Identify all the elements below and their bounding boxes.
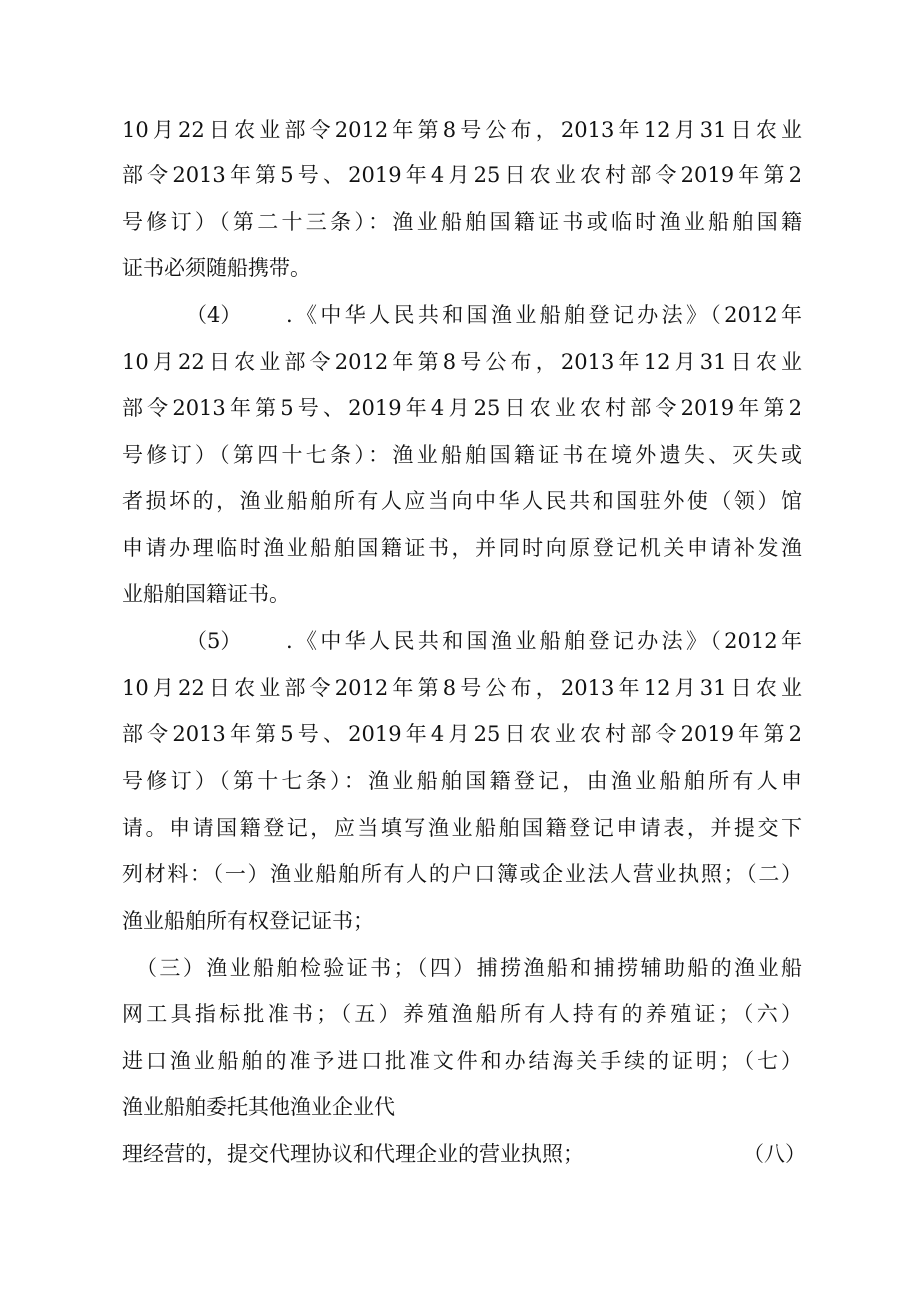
list-marker: （八） xyxy=(743,1142,806,1166)
paragraph-line: 证书必须随船携带。 xyxy=(122,256,311,280)
item-number-5: （5） xyxy=(186,629,242,653)
item-number-4: （4） xyxy=(186,303,242,327)
paragraph-line: 部令2013年第5号、2019年4月25日农业农村部令2019年第2 xyxy=(122,163,802,187)
paragraph-line: 业船舶国籍证书。 xyxy=(122,582,290,606)
paragraph-line: 渔业船舶委托其他渔业企业代 xyxy=(122,1095,395,1119)
paragraph-line: 号修订）（第四十七条）：渔业船舶国籍证书在境外遗失、灭失或 xyxy=(122,443,802,467)
paragraph-line: 号修订）（第十七条）：渔业船舶国籍登记，由渔业船舶所有人申 xyxy=(122,769,802,793)
paragraph-line: 进口渔业船舶的准予进口批准文件和办结海关手续的证明；（七） xyxy=(122,1049,802,1073)
paragraph-line: （三）渔业船舶检验证书；（四）捕捞渔船和捕捞辅助船的渔业船 xyxy=(136,956,802,980)
paragraph-line: 10月22日农业部令2012年第8号公布，2013年12月31日农业 xyxy=(122,676,802,700)
item-title-4: .《中华人民共和国渔业船舶登记办法》（2012年 xyxy=(286,303,802,327)
paragraph-line: 申请办理临时渔业船舶国籍证书，并同时向原登记机关申请补发渔 xyxy=(122,536,802,560)
paragraph-line: 部令2013年第5号、2019年4月25日农业农村部令2019年第2 xyxy=(122,396,802,420)
paragraph-line: 渔业船舶所有权登记证书； xyxy=(122,909,374,933)
paragraph-line: 理经营的，提交代理协议和代理企业的营业执照； xyxy=(122,1142,584,1166)
paragraph-line: 网工具指标批准书；（五）养殖渔船所有人持有的养殖证；（六） xyxy=(122,1002,802,1026)
paragraph-line: 10月22日农业部令2012年第8号公布，2013年12月31日农业 xyxy=(122,350,802,374)
paragraph-line: 请。申请国籍登记，应当填写渔业船舶国籍登记申请表，并提交下 xyxy=(122,816,802,840)
item-title-5: .《中华人民共和国渔业船舶登记办法》（2012年 xyxy=(286,629,802,653)
paragraph-line: 部令2013年第5号、2019年4月25日农业农村部令2019年第2 xyxy=(122,722,802,746)
paragraph-line: 列材料：（一）渔业船舶所有人的户口簿或企业法人营业执照；（二） xyxy=(122,862,802,886)
paragraph-line: 号修订）（第二十三条）：渔业船舶国籍证书或临时渔业船舶国籍 xyxy=(122,210,802,234)
paragraph-line: 者损坏的，渔业船舶所有人应当向中华人民共和国驻外使（领）馆 xyxy=(122,489,802,513)
paragraph-line: 10月22日农业部令2012年第8号公布，2013年12月31日农业 xyxy=(122,118,802,142)
